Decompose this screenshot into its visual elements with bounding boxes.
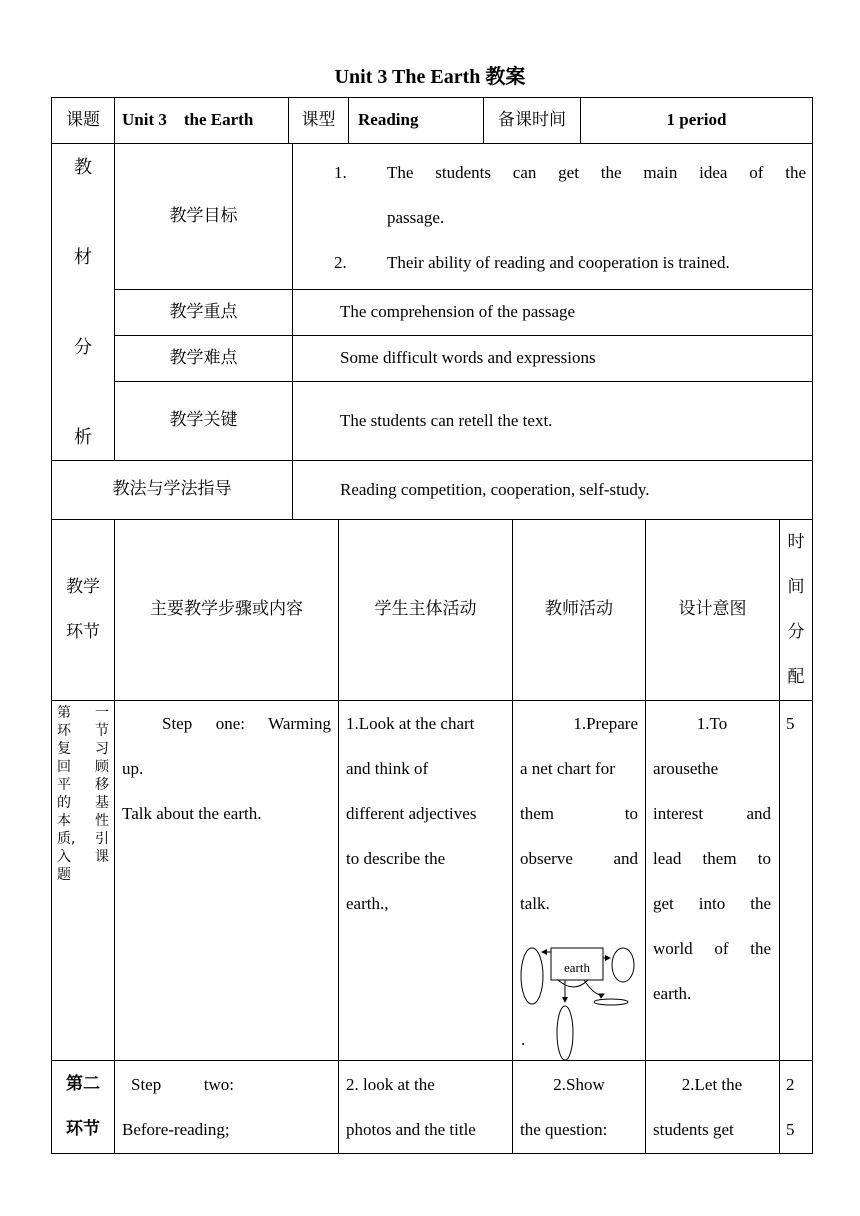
step2-stage-line1: 第二: [66, 1074, 100, 1094]
difficulty-label: 教学难点: [169, 348, 238, 368]
analysis-side-char-1: 教: [74, 157, 92, 178]
prep-time-label: 备课时间: [498, 110, 566, 130]
chart-bubble-left: [521, 948, 543, 1004]
step1-teacher-activity: 1.Prepare a net chart for them to observe and talk.: [520, 714, 638, 913]
goal-1-line1: The students can get the main idea of the: [387, 163, 806, 182]
net-chart-diagram: [514, 938, 644, 1060]
step1-content-line1: Step one: Warming: [162, 714, 331, 733]
crux-label: 教学关键: [169, 410, 238, 430]
header-teacher-activity: 教师活动: [545, 599, 613, 619]
subject-label: 课题: [66, 110, 100, 130]
step1-content-line2: up.: [122, 759, 144, 778]
header-stage-line1: 教学: [66, 577, 100, 597]
header-stage-line2: 环节: [66, 622, 100, 642]
chart-dot: .: [521, 1030, 526, 1049]
step2-teacher-activity: 2.Show the question:: [520, 1075, 608, 1139]
goal-1-number: 1.: [334, 163, 347, 182]
crux-value: The students can retell the text.: [340, 411, 553, 430]
step2-time: 2 5: [786, 1075, 795, 1139]
prep-time-value: 1 period: [666, 110, 727, 129]
step1-time: 5: [786, 714, 795, 733]
header-time-char-4: 配: [787, 667, 805, 687]
chart-bubble-bottom: [557, 1006, 573, 1060]
header-time-char-1: 时: [787, 532, 805, 552]
header-student-activity: 学生主体活动: [374, 599, 477, 619]
lesson-type-value: Reading: [358, 110, 419, 129]
step1-design-intent: 1.To arousethe interest and lead them to get into the world of the earth.: [653, 714, 771, 1003]
goal-2-number: 2.: [334, 253, 347, 272]
analysis-side-char-2: 材: [74, 247, 92, 268]
goal-1-line2: passage.: [387, 208, 445, 227]
lesson-type-label: 课型: [301, 110, 336, 130]
goal-2-line1: Their ability of reading and cooperation is trained.: [387, 253, 730, 272]
subject-value: Unit 3 the Earth: [122, 110, 254, 129]
header-content: 主要教学步骤或内容: [150, 599, 303, 619]
key-point-value: The comprehension of the passage: [340, 302, 576, 321]
analysis-side-char-4: 析: [74, 427, 92, 448]
step2-student-activity: 2. look at the photos and the title: [346, 1075, 476, 1139]
chart-bubble-right: [612, 948, 634, 982]
step2-design-intent: 2.Let the students get: [653, 1075, 743, 1139]
step1-content-line3: Talk about the earth.: [122, 804, 262, 823]
step2-content-line2: Before-reading;: [122, 1120, 230, 1139]
chart-center-label: earth: [564, 960, 590, 975]
header-time-char-3: 分: [787, 622, 805, 642]
step2-stage-line2: 环节: [66, 1119, 100, 1139]
step1-stage: 第 一 环 节 复 习 回 顾 平 移 的 基 本 性 质, 引 入 课 题: [57, 705, 109, 883]
step1-student-activity: 1.Look at the chart and think of different adjectives to describe the earth.,: [346, 714, 477, 913]
step2-content-line1: Step two:: [131, 1075, 234, 1094]
header-design-intent: 设计意图: [678, 599, 747, 619]
key-point-label: 教学重点: [169, 302, 238, 322]
difficulty-value: Some difficult words and expressions: [340, 348, 596, 367]
analysis-side-char-3: 分: [74, 337, 92, 358]
document-title: Unit 3 The Earth 教案: [334, 66, 526, 88]
header-time-char-2: 间: [787, 577, 805, 597]
chart-bubble-bottom-right: [594, 999, 628, 1005]
method-label: 教法与学法指导: [112, 479, 232, 499]
method-value: Reading competition, cooperation, self-study.: [340, 480, 650, 499]
goal-label: 教学目标: [169, 206, 238, 226]
